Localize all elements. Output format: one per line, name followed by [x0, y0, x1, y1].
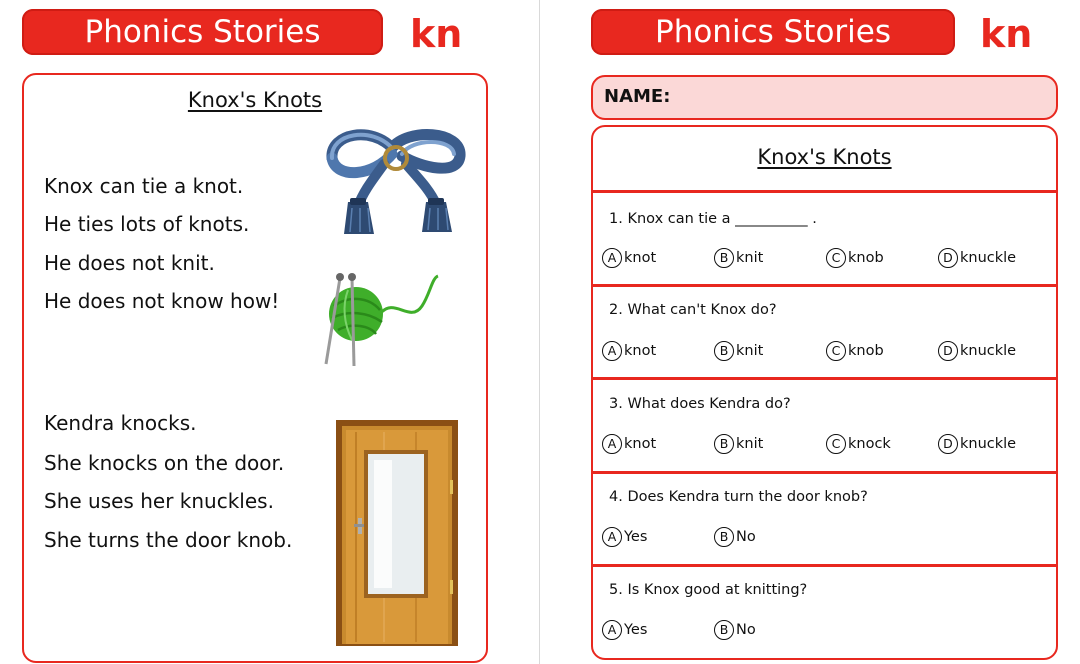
- q1-option-a[interactable]: [602, 248, 656, 268]
- option-bubble[interactable]: B: [714, 434, 734, 454]
- quiz-title: Knox's Knots: [757, 145, 892, 169]
- q1-option-b[interactable]: [714, 248, 763, 268]
- option-bubble[interactable]: D: [938, 434, 958, 454]
- option-bubble[interactable]: B: [714, 341, 734, 361]
- q2-option-d[interactable]: [938, 341, 1016, 361]
- option-bubble[interactable]: A: [602, 620, 622, 640]
- option-label: knuckle: [960, 343, 1017, 359]
- q3-option-d[interactable]: [938, 434, 1016, 454]
- option-label: knob: [848, 343, 884, 359]
- story-line: Knox can tie a knot.: [44, 174, 244, 198]
- question-separator: [593, 190, 1056, 193]
- story-line: She turns the door knob.: [44, 528, 293, 552]
- option-bubble[interactable]: B: [714, 248, 734, 268]
- right-phonics-code: kn: [980, 12, 1033, 56]
- story-line: Kendra knocks.: [44, 411, 197, 435]
- option-label: knob: [848, 250, 884, 266]
- q2-option-b[interactable]: [714, 341, 763, 361]
- story-line: He does not know how!: [44, 289, 280, 313]
- option-bubble[interactable]: C: [826, 248, 846, 268]
- option-label: knit: [736, 343, 764, 359]
- option-label: No: [736, 622, 756, 638]
- option-label: Yes: [624, 529, 648, 545]
- option-bubble[interactable]: D: [938, 248, 958, 268]
- option-bubble[interactable]: A: [602, 341, 622, 361]
- q3-option-a[interactable]: [602, 434, 656, 454]
- name-field[interactable]: NAME:: [591, 75, 1058, 120]
- option-label: knot: [624, 250, 657, 266]
- option-bubble[interactable]: D: [938, 341, 958, 361]
- story-title: Knox's Knots: [187, 88, 323, 112]
- option-bubble[interactable]: C: [826, 341, 846, 361]
- question-1-text: 1. Knox can tie a __________ .: [609, 211, 817, 227]
- option-bubble[interactable]: B: [714, 620, 734, 640]
- question-separator: [593, 564, 1056, 567]
- question-separator: [593, 377, 1056, 380]
- question-2-text: 2. What can't Knox do?: [609, 302, 777, 318]
- option-label: knock: [848, 436, 891, 452]
- yarn-ball-knitting-icon: [318, 266, 444, 370]
- question-3-text: 3. What does Kendra do?: [609, 396, 791, 412]
- door-icon: [336, 420, 458, 646]
- option-bubble[interactable]: A: [602, 527, 622, 547]
- story-line: He does not knit.: [44, 251, 215, 275]
- question-4-text: 4. Does Kendra turn the door knob?: [609, 489, 868, 505]
- option-label: No: [736, 529, 756, 545]
- knotted-rope-icon: [322, 118, 470, 242]
- left-phonics-code: kn: [410, 12, 463, 56]
- q3-option-b[interactable]: [714, 434, 763, 454]
- option-bubble[interactable]: B: [714, 527, 734, 547]
- right-banner-title: Phonics Stories: [591, 9, 955, 55]
- q2-option-a[interactable]: [602, 341, 656, 361]
- option-label: knuckle: [960, 436, 1017, 452]
- option-bubble[interactable]: C: [826, 434, 846, 454]
- quiz-panel: [591, 125, 1058, 660]
- q2-option-c[interactable]: [826, 341, 884, 361]
- q5-option-b[interactable]: [714, 620, 756, 640]
- q1-option-c[interactable]: [826, 248, 884, 268]
- option-label: Yes: [624, 622, 648, 638]
- q4-option-a[interactable]: [602, 527, 647, 547]
- option-label: knuckle: [960, 250, 1017, 266]
- option-label: knit: [736, 436, 764, 452]
- option-label: knot: [624, 436, 657, 452]
- option-label: knot: [624, 343, 657, 359]
- q3-option-c[interactable]: [826, 434, 891, 454]
- page-divider: [539, 0, 540, 664]
- story-line: She knocks on the door.: [44, 451, 285, 475]
- left-banner-title: Phonics Stories: [22, 9, 383, 55]
- story-line: She uses her knuckles.: [44, 489, 274, 513]
- q5-option-a[interactable]: [602, 620, 647, 640]
- option-bubble[interactable]: A: [602, 434, 622, 454]
- q4-option-b[interactable]: [714, 527, 756, 547]
- question-separator: [593, 284, 1056, 287]
- question-separator: [593, 471, 1056, 474]
- question-5-text: 5. Is Knox good at knitting?: [609, 582, 808, 598]
- option-bubble[interactable]: A: [602, 248, 622, 268]
- option-label: knit: [736, 250, 764, 266]
- q1-option-d[interactable]: [938, 248, 1016, 268]
- story-line: He ties lots of knots.: [44, 212, 250, 236]
